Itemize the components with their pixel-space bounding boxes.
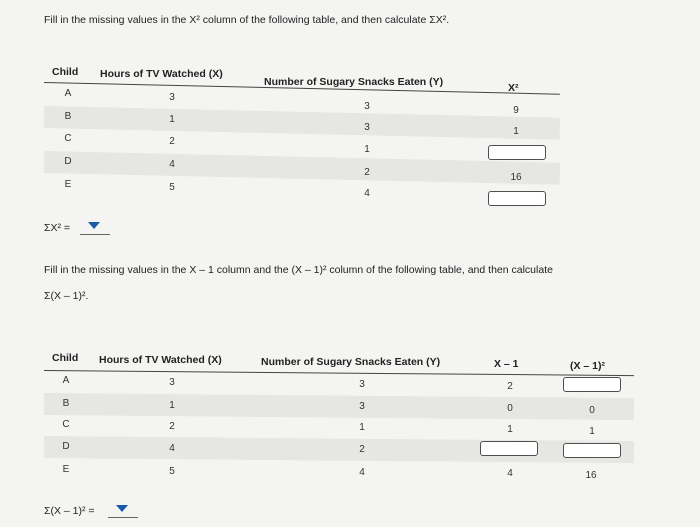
q2-xm1sq-input-a[interactable]	[563, 377, 621, 392]
q1-cell-xsq: 16	[510, 172, 522, 183]
q2-instruction-line1: Fill in the missing values in the X – 1 column and the (X – 1)² column of the following table, and then calculate	[44, 264, 553, 276]
q1-cell-child: B	[64, 111, 72, 122]
q2-cell-child: D	[62, 441, 70, 452]
q1-cell-xsq: 9	[513, 105, 519, 116]
q2-cell-xm1sq: 0	[589, 405, 595, 416]
q1-cell-child: E	[64, 179, 72, 190]
q1-cell-y: 3	[364, 101, 370, 112]
q1-instruction: Fill in the missing values in the X² column of the following table, and then calculate ΣX².	[44, 14, 450, 26]
q1-cell-x: 5	[169, 182, 175, 193]
dropdown-arrow-icon	[116, 505, 128, 512]
q2-cell-y: 4	[359, 467, 365, 478]
q2-cell-y: 3	[359, 401, 365, 412]
q1-header-xsq: X²	[508, 82, 519, 94]
q1-row-stripe	[44, 106, 560, 140]
q2-cell-y: 3	[359, 379, 365, 390]
q2-xm1sq-input-d[interactable]	[563, 443, 621, 458]
q2-sum-label: Σ(X – 1)² =	[44, 505, 95, 517]
q1-cell-x: 2	[169, 136, 175, 147]
q2-cell-y: 2	[359, 444, 365, 455]
q2-cell-xm1: 1	[507, 424, 513, 435]
q1-row-stripe	[44, 151, 560, 185]
q2-cell-child: C	[62, 419, 70, 430]
q1-header-child: Child	[52, 66, 79, 78]
dropdown-arrow-icon	[88, 222, 100, 229]
q2-row-stripe	[44, 393, 634, 420]
q2-cell-x: 2	[169, 421, 175, 432]
q2-header-rule	[44, 370, 634, 376]
q2-header-child: Child	[52, 352, 79, 364]
q2-cell-xm1: 4	[507, 468, 513, 479]
q1-xsq-input-c[interactable]	[488, 145, 546, 160]
q1-xsq-input-e[interactable]	[488, 191, 546, 206]
q2-xm1-input-d[interactable]	[480, 441, 538, 456]
q2-cell-x: 1	[169, 400, 175, 411]
q2-cell-y: 1	[359, 422, 365, 433]
q1-cell-child: C	[64, 133, 72, 144]
q1-cell-y: 1	[364, 144, 370, 155]
q2-sum-dropdown[interactable]	[108, 503, 138, 518]
q2-cell-xm1sq: 1	[589, 426, 595, 437]
q2-header-xm1: X – 1	[494, 358, 519, 370]
q2-cell-child: B	[62, 398, 70, 409]
q2-header-xm1sq: (X – 1)²	[570, 360, 606, 372]
q2-header-snacks: Number of Sugary Snacks Eaten (Y)	[261, 356, 441, 368]
q2-cell-x: 5	[169, 466, 175, 477]
q1-cell-x: 3	[169, 92, 175, 103]
q2-instruction-line2: Σ(X – 1)².	[44, 290, 89, 302]
q2-cell-x: 4	[169, 443, 175, 454]
q2-cell-xm1sq: 16	[585, 470, 597, 481]
q1-cell-y: 4	[364, 188, 370, 199]
q2-cell-child: E	[62, 464, 70, 475]
q2-cell-child: A	[62, 375, 70, 386]
q1-cell-y: 3	[364, 122, 370, 133]
q1-cell-x: 1	[169, 114, 175, 125]
q1-cell-xsq: 1	[513, 126, 519, 137]
q1-cell-child: D	[64, 156, 72, 167]
q1-header-hours: Hours of TV Watched (X)	[100, 68, 223, 80]
q1-cell-child: A	[64, 88, 72, 99]
q1-cell-y: 2	[364, 167, 370, 178]
q1-cell-x: 4	[169, 159, 175, 170]
q2-cell-xm1: 2	[507, 381, 513, 392]
q1-header-snacks: Number of Sugary Snacks Eaten (Y)	[264, 76, 444, 88]
q2-cell-xm1: 0	[507, 403, 513, 414]
q2-cell-x: 3	[169, 377, 175, 388]
q2-header-hours: Hours of TV Watched (X)	[99, 354, 222, 366]
q1-sum-dropdown[interactable]	[80, 220, 110, 235]
q2-row-stripe	[44, 436, 634, 463]
q1-sum-label: ΣX² =	[44, 222, 71, 234]
